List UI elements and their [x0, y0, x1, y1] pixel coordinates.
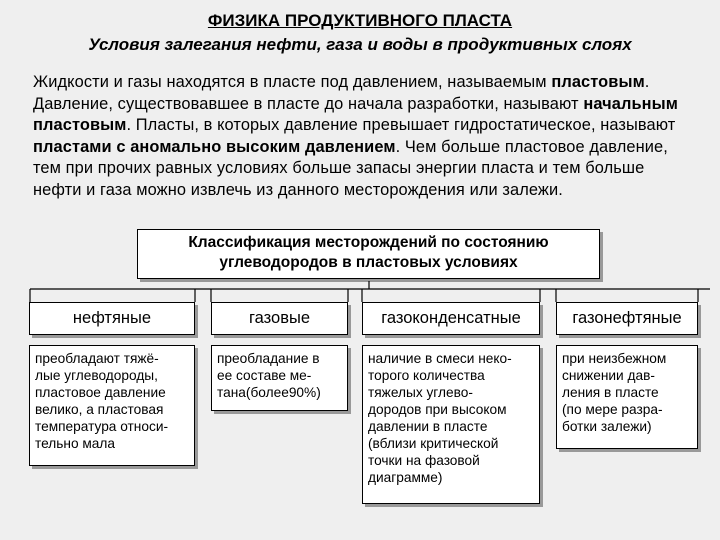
- description-oil: [29, 345, 195, 466]
- description-gas-oil: [556, 345, 698, 449]
- description-condensate-line: дородов при высоком: [368, 402, 507, 417]
- intro-term-nachalnoe: начальным пластовым: [33, 94, 678, 135]
- description-gasoil-line: ботки залежи): [562, 419, 652, 434]
- description-oil-line: велико, а пластовая: [35, 402, 164, 417]
- description-gas-line: ее составе ме-: [217, 368, 312, 383]
- description-condensate-line: наличие в смеси неко-: [368, 351, 512, 366]
- description-gas-line: тана(более90%): [217, 385, 321, 400]
- intro-text-3: . Пласты, в которых давление превышает гидростатическое, называют: [126, 116, 676, 135]
- category-gas-oil: газонефтяные: [556, 302, 698, 335]
- description-condensate-line: диаграмме): [368, 470, 443, 485]
- description-condensate-line: точки на фазовой: [368, 453, 480, 468]
- category-gas: газовые: [211, 302, 348, 335]
- description-condensate-line: тяжелых углево-: [368, 385, 473, 400]
- description-gas-condensate: [362, 345, 540, 504]
- description-oil-line: преобладают тяжё-: [35, 351, 159, 366]
- description-oil-line: лые углеводороды,: [35, 368, 158, 383]
- classification-line-1: Классификация месторождений по состоянию: [188, 234, 549, 251]
- description-gas: [211, 345, 348, 411]
- description-gasoil-line: снижении дав-: [562, 368, 655, 383]
- description-condensate-line: давлении в пласте: [368, 419, 488, 434]
- category-gas-condensate: газоконденсатные: [362, 302, 540, 335]
- page-subtitle: Условия залегания нефти, газа и воды в продуктивных слоях: [88, 35, 632, 54]
- description-oil-line: пластовое давление: [35, 385, 166, 400]
- description-oil-line: тельно мала: [35, 436, 115, 451]
- description-condensate-line: торого количества: [368, 368, 485, 383]
- category-oil: нефтяные: [29, 302, 195, 335]
- intro-text-2: . Давление, существовавшее в пласте до начала разработки, называют: [33, 73, 650, 113]
- intro-text-4: . Чем больше пластовое давление, тем при прочих равных условиях больше запасы энергии пласта и тем больше нефти и газа можно извлечь из данного месторождения или залежи.: [33, 137, 668, 199]
- page-title: ФИЗИКА ПРОДУКТИВНОГО ПЛАСТА: [207, 11, 513, 30]
- intro-text-1: Жидкости и газы находятся в пласте под давлением, называемым: [33, 73, 552, 91]
- intro-term-plastovoe: пластовым: [551, 73, 645, 91]
- description-gasoil-line: (по мере разра-: [562, 402, 663, 417]
- description-gasoil-line: ления в пласте: [562, 385, 659, 400]
- description-oil-line: температура относи-: [35, 419, 169, 434]
- description-condensate-line: (вблизи критической: [368, 436, 499, 451]
- intro-term-anomalnoe: пластами с аномально высоким давлением: [33, 137, 396, 156]
- description-gasoil-line: при неизбежном: [562, 351, 667, 366]
- classification-line-2: углеводородов в пластовых условиях: [219, 254, 518, 271]
- description-gas-line: преобладание в: [217, 351, 320, 366]
